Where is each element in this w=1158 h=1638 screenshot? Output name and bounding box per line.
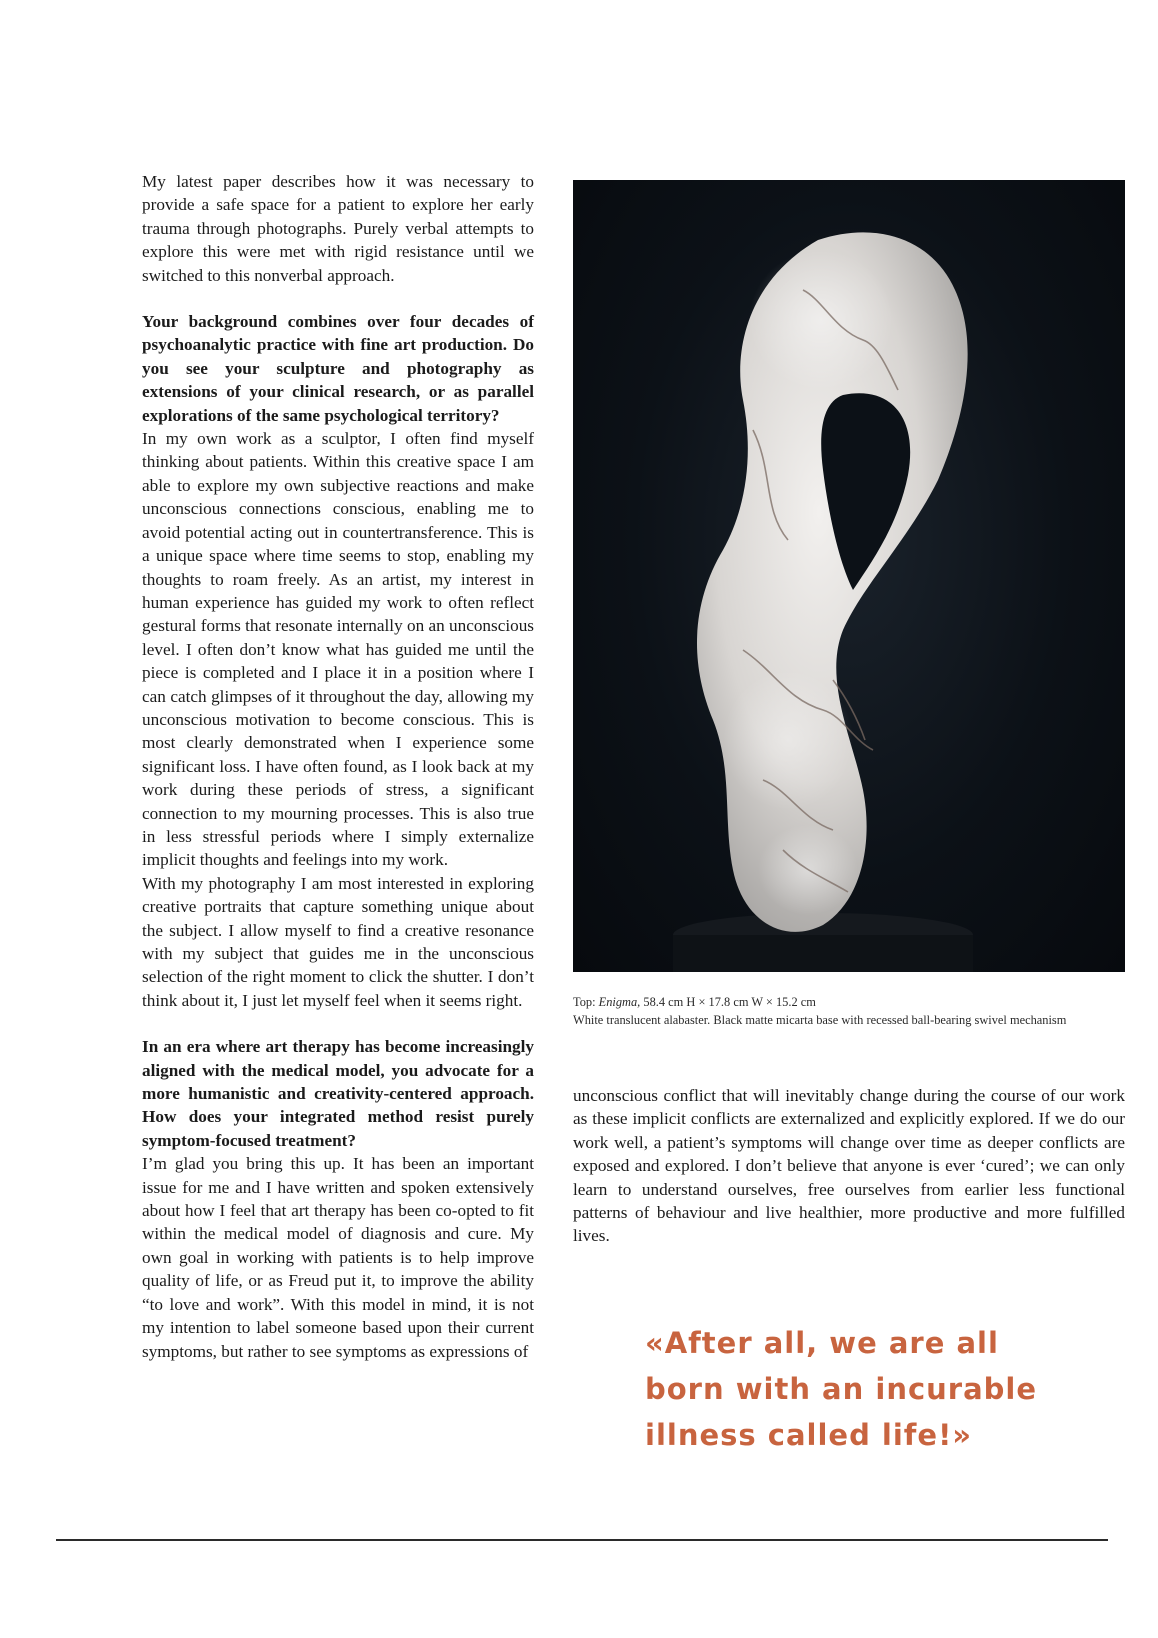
right-text-column: unconscious conflict that will inevitably change during the course of our work as these implicit conflicts are externalized and explicitly explored. If we do our work well, a patient’s symptoms will change over time as deeper conflicts are exposed and explored. I don’t believe that anyone is ever ‘cured’; we can only learn to understand ourselves, free ourselves from earlier less functional patterns of behaviour and live healthier, more productive and more fulfilled lives. — [573, 1086, 1125, 1246]
left-text-column — [142, 170, 534, 1363]
paragraph: I’m glad you bring this up. It has been an important issue for me and I have written and spoken extensively about how I feel that art therapy has been co-opted to fit within the medical model of diagnosis and cure. My own goal in working with patients is to help improve quality of life, or as Freud put it, to improve the ability “to love and work”. With this model in mind, it is not my intention to label someone based upon their current symptoms, but rather to see symptoms as expressions of — [142, 1154, 534, 1361]
pull-quote-line: born with an incurable — [645, 1372, 1038, 1406]
paragraph: My latest paper describes how it was necessary to provide a safe space for a patient to explore her early trauma through photographs. Purely verbal attempts to explore this were met with rigid resistance until we switched to this nonverbal approach. — [142, 172, 534, 285]
caption-dimensions: 58.4 cm H × 17.8 cm W × 15.2 cm — [640, 995, 816, 1009]
sculpture-photo — [573, 180, 1125, 972]
caption-materials: White translucent alabaster. Black matte micarta base with recessed ball-bearing swivel mechanism — [573, 1013, 1067, 1027]
interview-question: Your background combines over four decades of psychoanalytic practice with fine art production. Do you see your sculpture and photography as extensions of your clinical research, or as parallel explorations of the same psychological territory? — [142, 312, 534, 425]
caption-prefix: Top: — [573, 995, 599, 1009]
paragraph: In my own work as a sculptor, I often find myself thinking about patients. Within this creative space I am able to explore my own subjective reactions and make unconscious connections conscious, enabling me to avoid potential acting out in countertransference. This is a unique space where time seems to stop, enabling my thoughts to roam freely. As an artist, my interest in human experience has guided my work to often reflect gestural forms that resonate internally on an unconscious level. I often don’t know what has guided me until the piece is completed and I place it in a position where I can catch glimpses of it throughout the day, allowing my unconscious motivation to become conscious. This is most clearly demonstrated when I experience some significant loss. I have often found, as I look back at my work during these periods of stress, a significant connection to my mourning processes. This is also true in less stressful periods where I simply externalize implicit thoughts and feelings into my work. — [142, 429, 534, 870]
interview-question: In an era where art therapy has become increasingly aligned with the medical model, you advocate for a more humanistic and creativity-centered approach. How does your integrated method resist purely symptom-focused treatment? — [142, 1037, 534, 1150]
caption-title: Enigma, — [598, 995, 641, 1009]
pull-quote-line: illness called life!» — [645, 1418, 973, 1452]
paragraph: With my photography I am most interested in exploring creative portraits that capture something unique about the subject. I allow myself to find a creative resonance with my subject that guides me in the unconscious selection of the right moment to click the shutter. I don’t think about it, I just let myself feel when it seems right. — [142, 873, 534, 1010]
pull-quote-line: «After all, we are all — [645, 1326, 999, 1360]
photo-caption — [573, 993, 1125, 1029]
alabaster-sculpture-illustration — [573, 180, 1125, 972]
bottom-divider — [56, 1539, 1108, 1541]
pull-quote — [645, 1320, 1065, 1458]
